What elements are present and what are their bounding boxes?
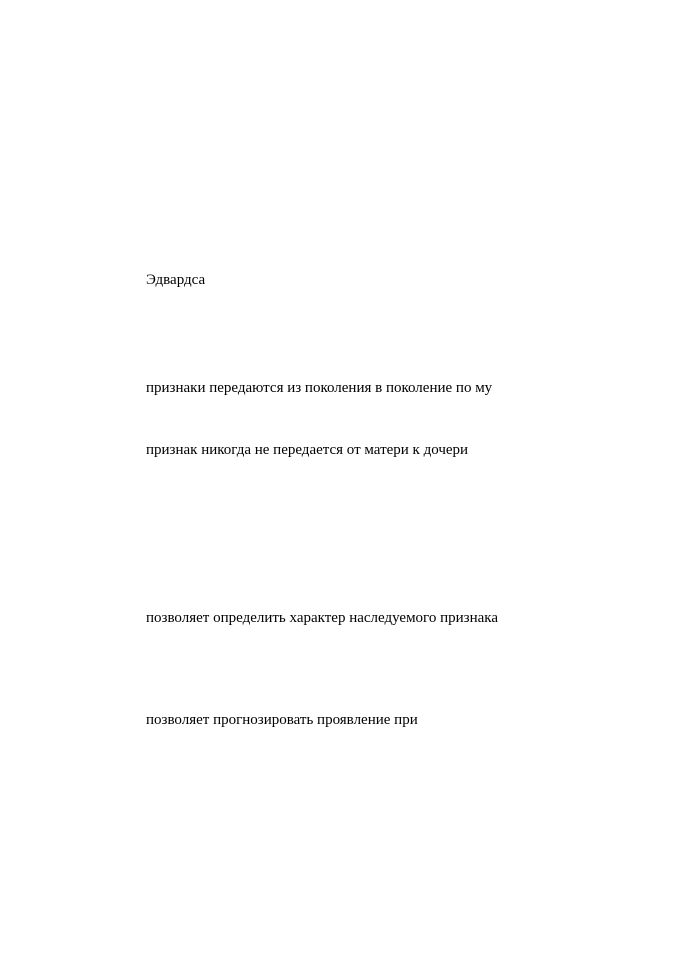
- text-line-forecast: позволяет прогнозировать проявление при: [146, 712, 418, 728]
- text-line-mother-daughter: признак никогда не передается от матери к дочери: [146, 442, 469, 458]
- text-line-edwards: Эдвардса: [146, 272, 206, 288]
- text-line-trait-character: позволяет определить характер наследуемого признака: [146, 610, 498, 626]
- text-line-generations: признаки передаются из поколения в поколение по му: [146, 380, 493, 396]
